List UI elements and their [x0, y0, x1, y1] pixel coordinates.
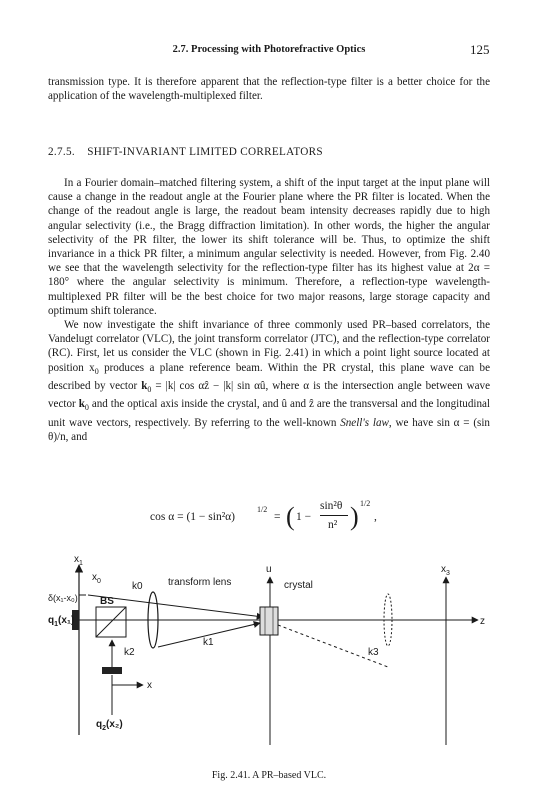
k3-label: k3: [368, 647, 379, 658]
figure-caption: Fig. 2.41. A PR–based VLC.: [211, 770, 327, 781]
z-label: z: [480, 616, 485, 627]
paragraph-1: In a Fourier domain–matched filtering system, a shift of the input target at the input plane will cause a change in the readout angle at the Fourier plane where the PR filter is located. When the change of the readout angle is large, the readout beam intensity decreases rapidly due to high angular selectivity (i.e., the Bragg diffraction limitation). In other words, the higher the angular selectivity of the PR filter, the lower its shift tolerance will be. Thus, to optimize the shift invariance in a thick PR filter, a minimum angular selectivity is needed. However, from Fig. 2.40 we see that the wavelength selectivity for the reflection-type filter has its highest value at 2α = 180° where the angular selectivity is minimum. Therefore, a reflection-type wavelength-multiplexed PR filter will be the best choice for two major reasons, large storage capacity and optimum shift tolerance.: [48, 177, 490, 317]
equation-fraction-bar: [320, 515, 348, 516]
k2-label: k2: [124, 647, 135, 658]
paragraph-2-part-5: , we have sin α = (sin θ)/n, and: [48, 416, 490, 444]
section-title: SHIFT-INVARIANT LIMITED CORRELATORS: [87, 146, 323, 158]
intro-paragraph: [48, 75, 490, 103]
k3-beam: [278, 625, 388, 667]
q2-label: $q_2(x_2)$: [96, 719, 123, 732]
k0-vector: k: [141, 380, 148, 393]
bs-label: BS: [100, 596, 114, 607]
equation-equals: =: [274, 511, 281, 523]
vlc-diagram-svg: [48, 555, 490, 760]
paragraph-2-part-2: produces a plane reference beam. Within the PR crystal, this plane wave can be described by vector: [48, 361, 491, 393]
paragraph-2-part-3: = |k| cos αẑ − |k| sin αû, where α is the intersection angle between wave vector: [48, 380, 491, 411]
equation-lhs-exponent: 1/2: [257, 505, 268, 514]
equation-one-minus: 1 −: [296, 511, 312, 523]
transform-lens-label: transform lens: [168, 577, 232, 588]
x3-label: $x_3$: [441, 564, 450, 577]
paragraph-2-part-1: We now investigate the shift invariance of three commonly used PR–based correlators, the Vandelugt correlator (VLC), the joint transform correlator (JTC), and the reflection-type correlator (RC). First, let us consider the VLC (shown in Fig. 2.41) in which a point light source located at position x: [48, 319, 490, 374]
page-number: 125: [470, 42, 490, 57]
k0-vector-2: k: [78, 398, 85, 411]
x0-label: $x_0$: [92, 572, 101, 585]
running-title: 2.7. Processing with Photorefractive Optics: [172, 44, 366, 55]
intro-text: transmission type. It is therefore apparent that the reflection-type filter is a better choice for the application of the wavelength-multiplexed filter.: [48, 76, 490, 103]
running-head: [0, 44, 538, 60]
k0-label: k0: [132, 581, 143, 592]
equation-paren-close: ): [350, 502, 359, 531]
x-axis-label: x: [147, 680, 152, 691]
equation-lhs: cos α = (1 − sin²α): [150, 511, 236, 523]
crystal-label: crystal: [284, 580, 313, 591]
k0-subscript-2: 0: [84, 403, 89, 413]
section-heading: [48, 146, 490, 158]
delta-label: δ(x₁-x₀): [48, 593, 78, 603]
equation: [150, 497, 410, 543]
paragraph-2: [48, 318, 490, 444]
u-label: u: [266, 564, 272, 575]
q1-label: $q_1(x_1)$: [48, 615, 75, 628]
equation-frac-denominator: n²: [328, 519, 338, 531]
paragraph-2-part-4: and the optical axis inside the crystal, and û and ẑ are the transversal and the longitudinal unit wave vectors, respectively. By referring to the well-known: [48, 398, 491, 429]
equation-frac-numerator: sin²θ: [320, 500, 343, 512]
equation-rhs-exponent: 1/2: [360, 499, 371, 508]
x1-label: $x_1$: [74, 555, 83, 567]
snells-law: Snell's law: [340, 416, 389, 429]
section-number: 2.7.5.: [48, 146, 75, 158]
vlc-diagram: [48, 555, 490, 760]
equation-paren-open: (: [286, 502, 295, 531]
input-plane-q2: [102, 667, 122, 674]
pr-crystal: [260, 607, 278, 635]
k1-label: k1: [203, 637, 214, 648]
equation-comma: ,: [374, 511, 377, 523]
body-text: [48, 176, 490, 444]
k0-subscript: 0: [147, 385, 152, 395]
x0-subscript: 0: [94, 366, 99, 376]
